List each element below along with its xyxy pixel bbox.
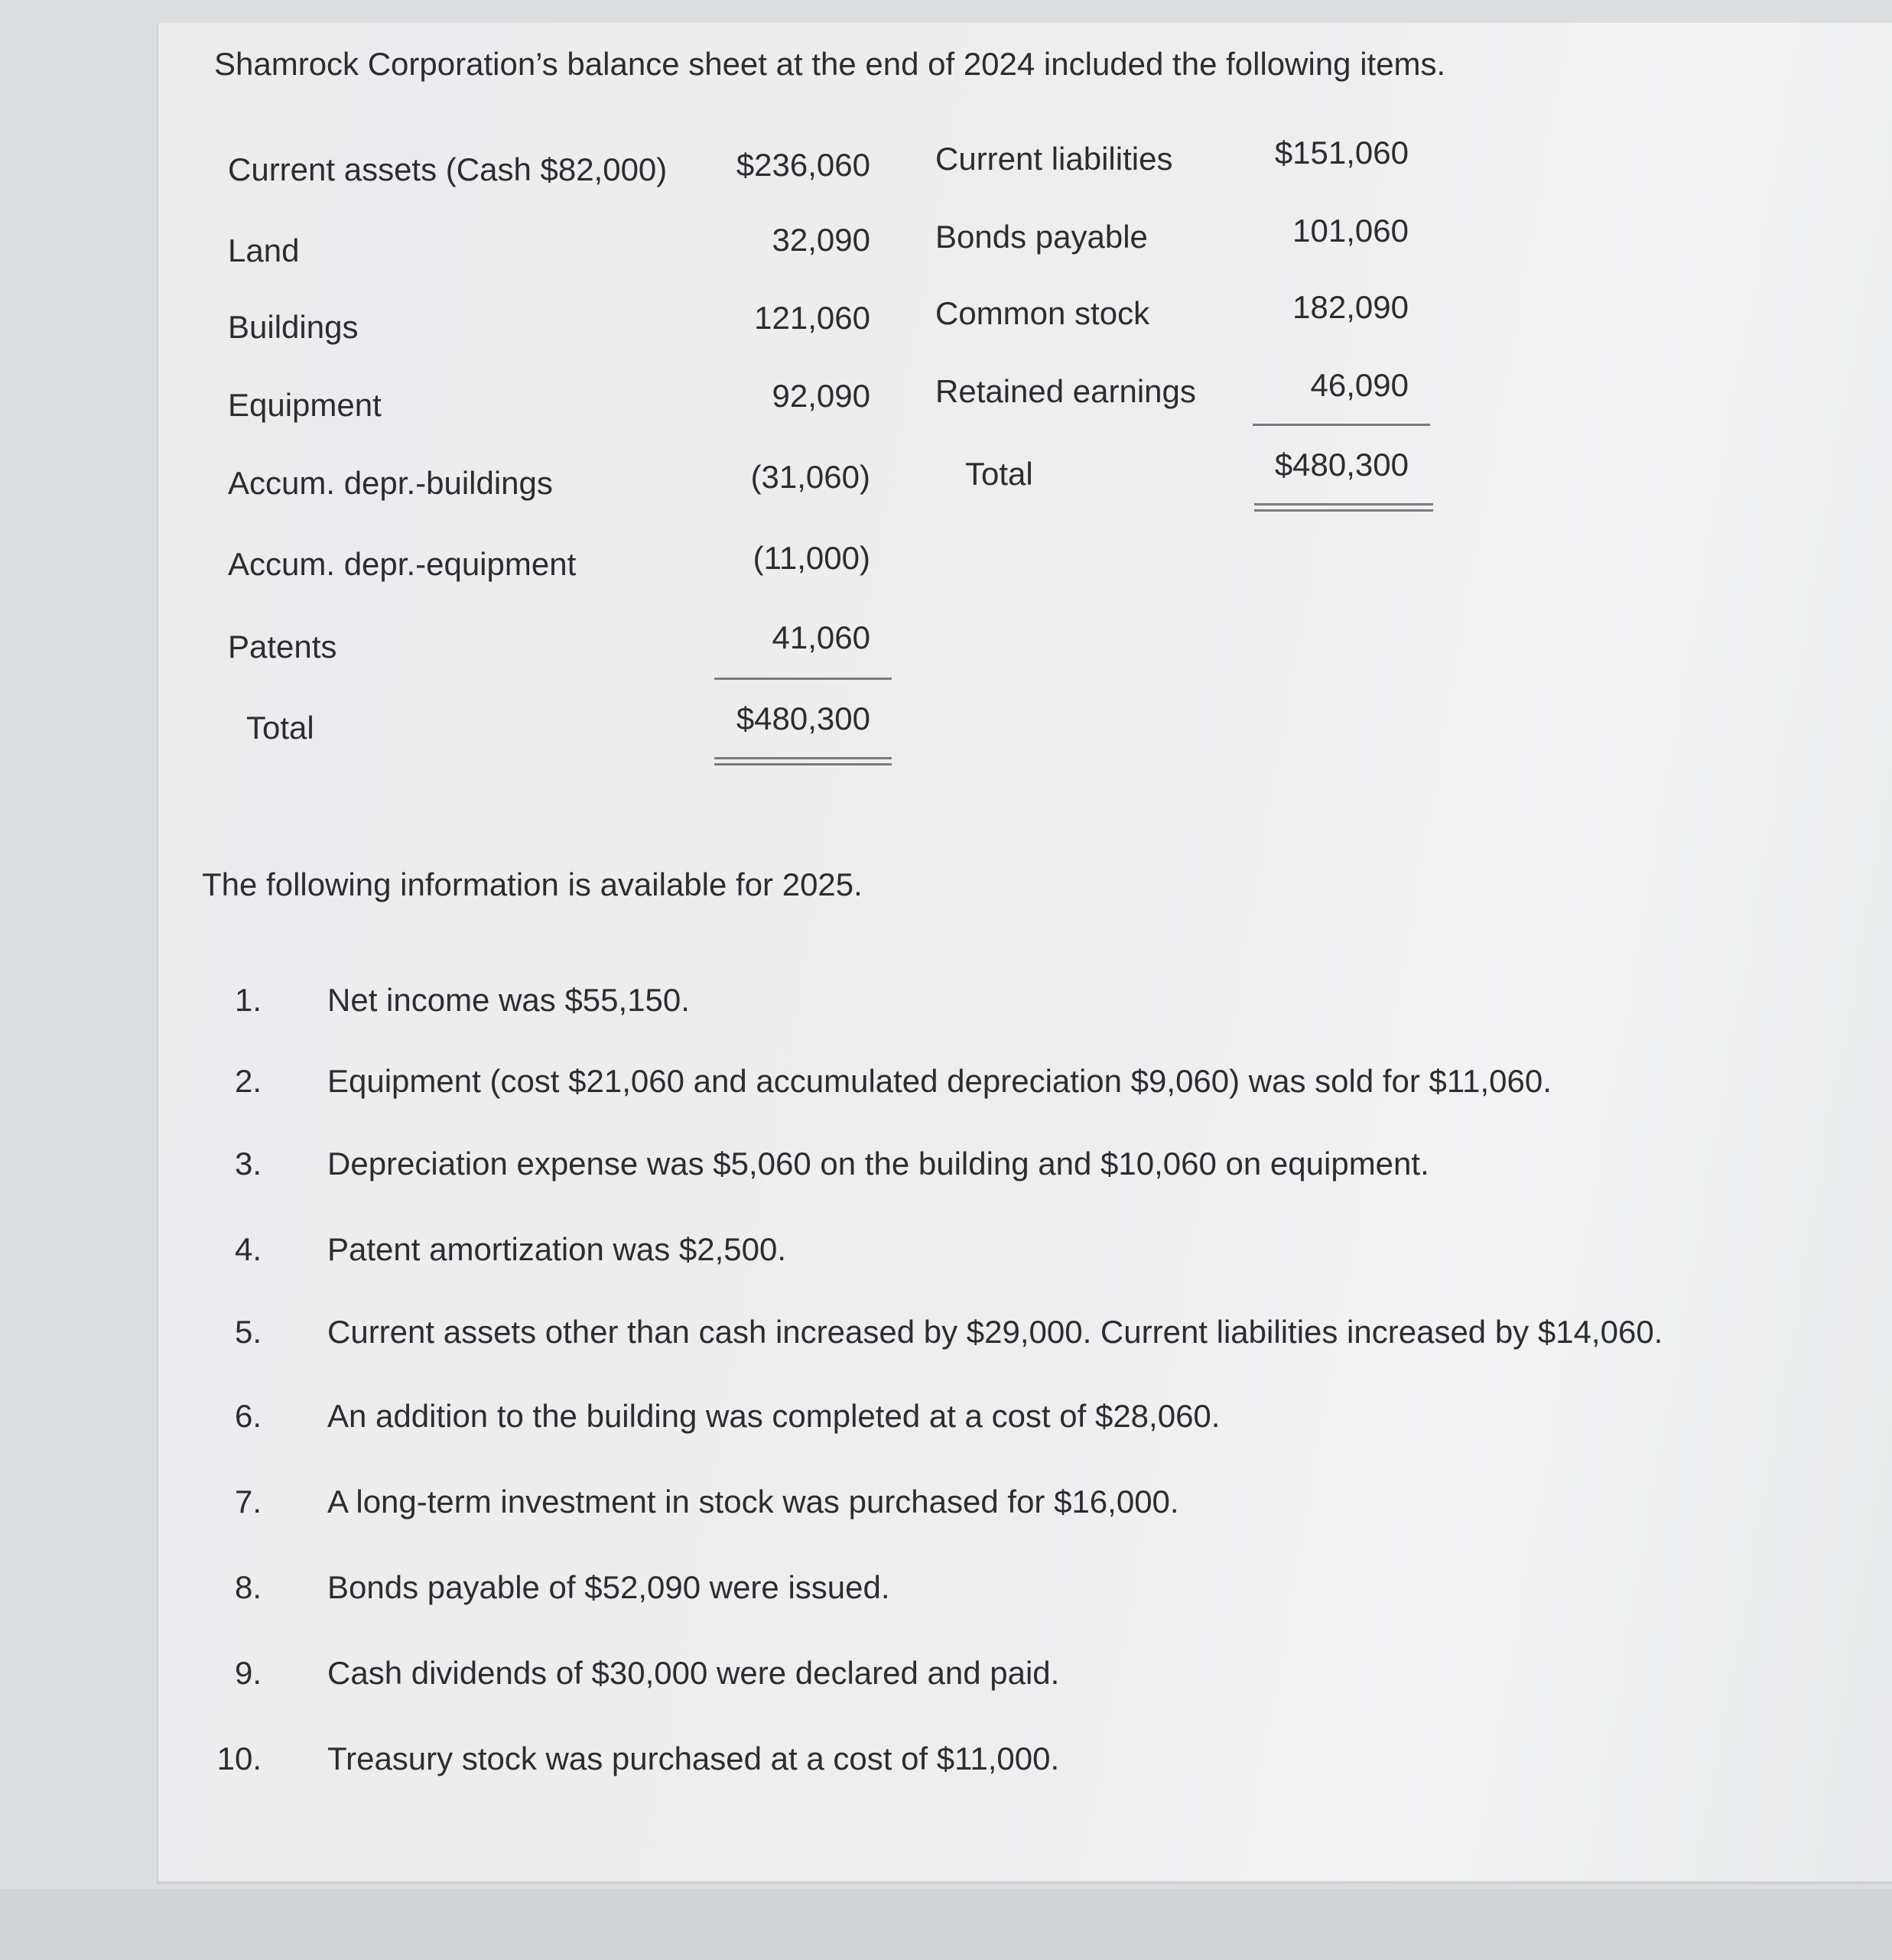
liability-amount: 101,060 xyxy=(1292,213,1409,249)
asset-label: Current assets (Cash $82,000) xyxy=(228,151,668,187)
subtotal-rule xyxy=(714,678,892,680)
asset-amount: (31,060) xyxy=(750,459,870,495)
item-number: 10. xyxy=(216,1741,262,1776)
asset-label: Accum. depr.-equipment xyxy=(228,546,577,582)
item-number: 8. xyxy=(234,1569,262,1605)
item-text: A long-term investment in stock was purchased for $16,000. xyxy=(327,1484,1179,1520)
list-item xyxy=(0,1063,1892,1109)
item-text: Depreciation expense was $5,060 on the building and $10,060 on equipment. xyxy=(327,1146,1429,1182)
asset-label: Land xyxy=(228,232,300,268)
equity-label: Retained earnings xyxy=(935,373,1196,409)
asset-amount: 41,060 xyxy=(772,619,870,655)
item-text: Cash dividends of $30,000 were declared and paid. xyxy=(327,1655,1060,1691)
item-text: Current assets other than cash increased by $29,000. Current liabilities increased by $14,060. xyxy=(327,1314,1663,1350)
asset-amount: (11,000) xyxy=(753,540,870,576)
subtotal-rule xyxy=(1253,424,1430,426)
item-number: 7. xyxy=(234,1484,262,1520)
total-double-rule xyxy=(714,757,892,765)
bottom-band xyxy=(0,1889,1892,1960)
item-text: Patent amortization was $2,500. xyxy=(327,1231,787,1267)
total-double-rule xyxy=(1254,503,1433,512)
liabilities-total-label: Total xyxy=(965,456,1033,492)
asset-amount: 92,090 xyxy=(772,378,870,414)
item-number: 1. xyxy=(234,982,262,1018)
list-item xyxy=(0,1231,1892,1277)
item-text: Net income was $55,150. xyxy=(327,982,690,1018)
list-item xyxy=(0,1569,1892,1615)
asset-amount: $236,060 xyxy=(736,147,870,183)
list-item xyxy=(0,1741,1892,1786)
asset-label: Patents xyxy=(228,629,337,665)
equity-amount: 182,090 xyxy=(1292,289,1409,325)
list-item xyxy=(0,1655,1892,1701)
liability-amount: $151,060 xyxy=(1274,135,1409,171)
item-text: Bonds payable of $52,090 were issued. xyxy=(327,1569,890,1605)
list-item xyxy=(0,1484,1892,1529)
assets-total-label: Total xyxy=(246,710,314,746)
asset-amount: 32,090 xyxy=(772,222,870,258)
item-number: 9. xyxy=(234,1655,262,1691)
assets-total-amount: $480,300 xyxy=(736,700,870,736)
asset-label: Equipment xyxy=(228,387,382,423)
item-text: An addition to the building was completed at a cost of $28,060. xyxy=(327,1398,1221,1434)
asset-label: Accum. depr.-buildings xyxy=(228,465,553,501)
item-number: 6. xyxy=(234,1398,262,1434)
list-item xyxy=(0,982,1892,1028)
asset-label: Buildings xyxy=(228,309,359,345)
asset-amount: 121,060 xyxy=(754,300,870,336)
liability-label: Current liabilities xyxy=(935,141,1173,177)
item-number: 2. xyxy=(234,1063,262,1099)
item-number: 3. xyxy=(234,1146,262,1182)
item-text: Treasury stock was purchased at a cost of $11,000. xyxy=(327,1741,1060,1776)
list-item xyxy=(0,1398,1892,1444)
equity-amount: 46,090 xyxy=(1310,367,1409,403)
info-heading: The following information is available for 2025. xyxy=(202,866,863,902)
list-item xyxy=(0,1314,1892,1360)
intro-text: Shamrock Corporation’s balance sheet at the end of 2024 included the following items. xyxy=(214,46,1446,82)
equity-label: Common stock xyxy=(935,295,1150,331)
list-item xyxy=(0,1146,1892,1191)
item-number: 4. xyxy=(234,1231,262,1267)
liabilities-total-amount: $480,300 xyxy=(1274,447,1409,483)
liability-label: Bonds payable xyxy=(935,219,1148,255)
item-number: 5. xyxy=(234,1314,262,1350)
item-text: Equipment (cost $21,060 and accumulated depreciation $9,060) was sold for $11,060. xyxy=(327,1063,1552,1099)
